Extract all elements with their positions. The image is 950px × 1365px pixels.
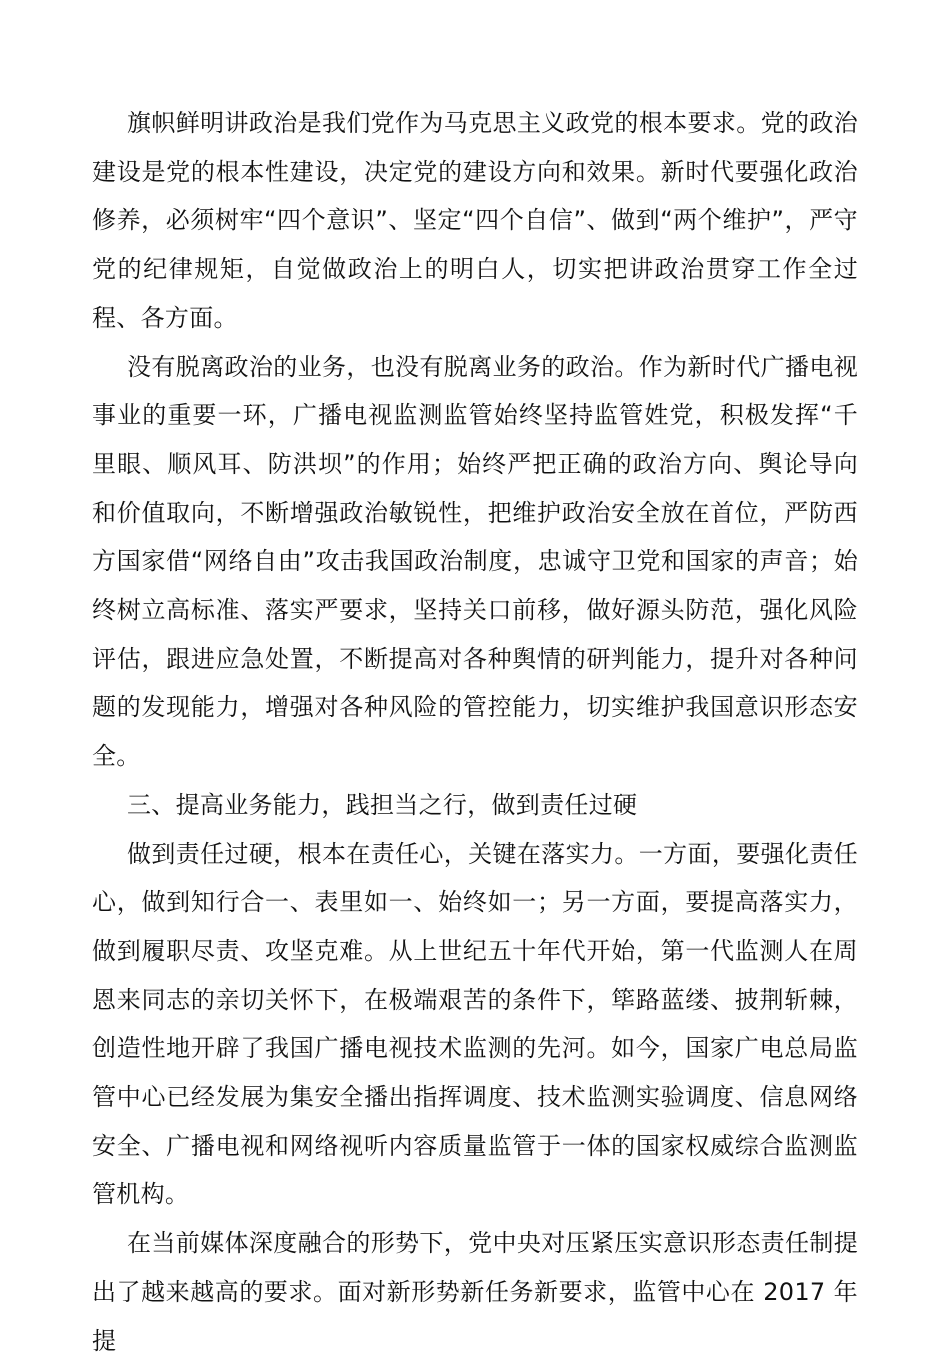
document-body [92,99,858,1365]
paragraph-politics-and-business: 没有脱离政治的业务，也没有脱离业务的政治。作为新时代广播电视事业的重要一环，广播电视监测监管始终坚持监管姓党，积极发挥“千里眼、顺风耳、防洪坝”的作用；始终严把正确的政治方向、舆论导向和价值取向，不断增强政治敏锐性，把维护政治安全放在首位，严防西方国家借“网络自由”攻击我国政治制度，忠诚守卫党和国家的声音；始终树立高标准、落实严要求，坚持关口前移，做好源头防范，强化风险评估，跟进应急处置，不断提高对各种舆情的研判能力，提升对各种问题的发现能力，增强对各种风险的管控能力，切实维护我国意识形态安全。 [92,352,858,771]
paragraph-responsibility: 做到责任过硬，根本在责任心，关键在落实力。一方面，要强化责任心，做到知行合一、表里如一、始终如一；另一方面，要提高落实力，做到履职尽责、攻坚克难。从上世纪五十年代开始，第一代监测人在周恩来同志的亲切关怀下，在极端艰苦的条件下，筚路蓝缕、披荆斩棘，创造性地开辟了我国广播电视技术监测的先河。如今，国家广电总局监管中心已经发展为集安全播出指挥调度、技术监测实验调度、信息网络安全、广播电视和网络视听内容质量监管于一体的国家权威综合监测监管机构。 [92,839,858,1209]
section-heading-3: 三、提高业务能力，践担当之行，做到责任过硬 [127,790,638,819]
paragraph-political-requirement: 旗帜鲜明讲政治是我们党作为马克思主义政党的根本要求。党的政治建设是党的根本性建设，决定党的建设方向和效果。新时代要强化政治修养，必须树牢“四个意识”、坚定“四个自信”、做到“两个维护”，严守党的纪律规矩，自觉做政治上的明白人，切实把讲政治贯穿工作全过程、各方面。 [92,109,858,332]
paragraph-media-integration: 在当前媒体深度融合的形势下，党中央对压紧压实意识形态责任制提出了越来越高的要求。面对新形势新任务新要求，监管中心在 2017 年提 [92,1229,858,1355]
